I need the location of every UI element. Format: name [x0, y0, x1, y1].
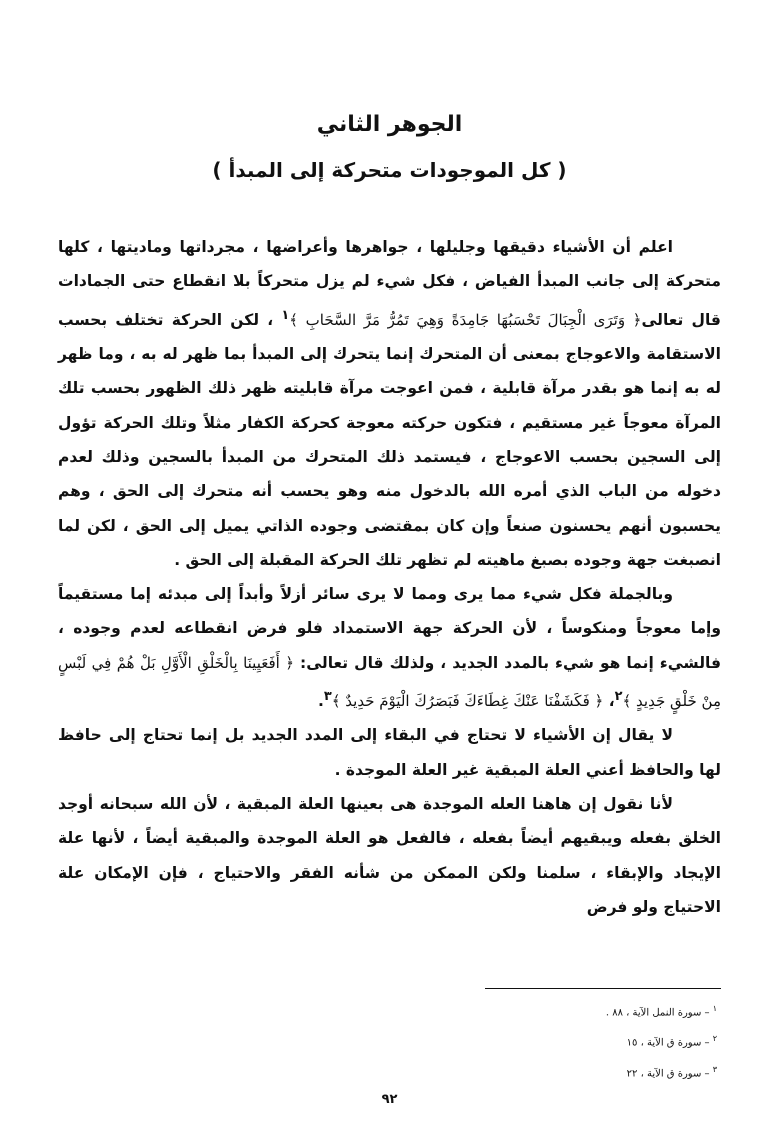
paragraph-1: [58, 230, 721, 577]
footnotes: [400, 996, 717, 1087]
paragraph-3: لا يقال إن الأشياء لا تحتاج في البقاء إلى المدد الجديد بل إنما تحتاج إلى حافظ لها والحافظ أعني العلة المبقية غير العلة الموجدة .: [58, 726, 721, 779]
footnote-2-text: – سورة ق الآية ، ١٥: [626, 1037, 710, 1049]
page-number: ٩٢: [381, 1092, 398, 1107]
footnote-ref-3: ٣: [323, 689, 332, 705]
footnote-3-number: ٣: [712, 1064, 717, 1074]
footnote-2-number: ٢: [712, 1034, 717, 1044]
footnote-3: [400, 1057, 717, 1087]
paragraph-2: [58, 577, 721, 718]
footnote-1: [400, 996, 717, 1026]
chapter-subtitle: ( كل الموجودات متحركة إلى المبدأ ): [212, 158, 567, 182]
footnote-ref-1: ١: [281, 307, 290, 323]
quran-verse-3: ﴿ فَكَشَفْنَا عَنْكَ غِطَاءَكَ فَبَصَرُكَ الْيَوْمَ حَدِيدٌ ﴾: [331, 692, 604, 711]
paragraph-4: لأنا نقول إن هاهنا العله الموجدة هى بعينها العلة المبقية ، لأن الله سبحانه أوجد الخلق بفعله ويبقيهم أيضاً بفعله ، فالفعل هو العلة الموجدة والمبقية أيضاً ، لأنها علة الإيجاد والإبقاء ، سلمنا ولكن الممكن من شأنه الفقر والاحتياج ، فإن الإمكان علة الاحتياج ولو فرض: [58, 795, 721, 916]
body-text: [58, 230, 721, 924]
footnote-2: [400, 1026, 717, 1056]
paragraph-1-text-b: ، لكن الحركة تختلف بحسب الاستقامة والاعوجاج بمعنى أن المتحرك إنما يتحرك إلى المبدأ بما ظهر له به ، وما ظهر له به إنما هو بقدر مرآة قابلية ، فمن اعوجت مرآة قابليته ظهر ذلك الظهور بحسب تلك المرآة معوجاً غير مستقيم ، فتكون حركته معوجة كحركة الكفار مثلاً وتلك الحركة تؤول إلى السجين بحسب الاعوجاج ، فيستمد ذلك المتحرك من المبدأ بالسجين وذلك لعدم دخوله من الباب الذي أمره الله بالدخول منه وهو يحسب أنه متحرك إلى الحق ، وهم يحسبون أنهم يحسنون صنعاً وإن كان بمقتضى وجوده الذاتي يميل إلى الحق ، لكن لما انصبغت جهة وجوده بصبغ ماهيته لم تظهر تلك الحركة المقبلة إلى الحق .: [58, 310, 721, 569]
footnote-divider: [485, 988, 721, 989]
paragraph-2-text-a: وبالجملة فكل شيء مما يرى ومما لا يرى سائر أزلاً وأبداً إلى مبدئه إما مستقيماً وإما معوجاً ومنكوساً ، لأن الحركة جهة الاستمداد فلو فرض انقطاعه لعدم وجوده ، فالشيء إنما هو شيء بالمدد الجديد ، ولذلك قال تعالى:: [58, 585, 721, 672]
paragraph-1-text-a: اعلم أن الأشياء دقيقها وجليلها ، جواهرها وأعراضها ، مجرداتها وماديتها ، كلها متحركة إلى جانب المبدأ الفياض ، فكل شيء لم يزل متحركاً بلا انقطاع حتى الجمادات قال تعالى: [58, 238, 721, 329]
quran-verse-1: ﴿ وَتَرَى الْجِبَالَ تَحْسَبُهَا جَامِدَةً وَهِيَ تَمُرُّ مَرَّ السَّحَابِ ﴾: [289, 310, 642, 329]
chapter-title: الجوهر الثاني: [316, 112, 463, 137]
footnote-3-text: – سورة ق الآية ، ٢٢: [626, 1067, 710, 1079]
footnote-ref-2: ٢: [614, 689, 623, 705]
quran-verse-2: ﴿ أَفَعَيِينَا بِالْخَلْقِ الْأَوَّلِ بَلْ هُمْ فِي لَبْسٍ مِنْ خَلْقٍ جَدِيدٍ ﴾: [58, 653, 721, 711]
verse-separator: ،: [608, 692, 615, 711]
paragraph-2-end: .: [317, 692, 324, 711]
footnote-1-number: ١: [712, 1004, 717, 1013]
footnote-1-text: – سورة النمل الآية ، ٨٨ .: [605, 1007, 710, 1019]
